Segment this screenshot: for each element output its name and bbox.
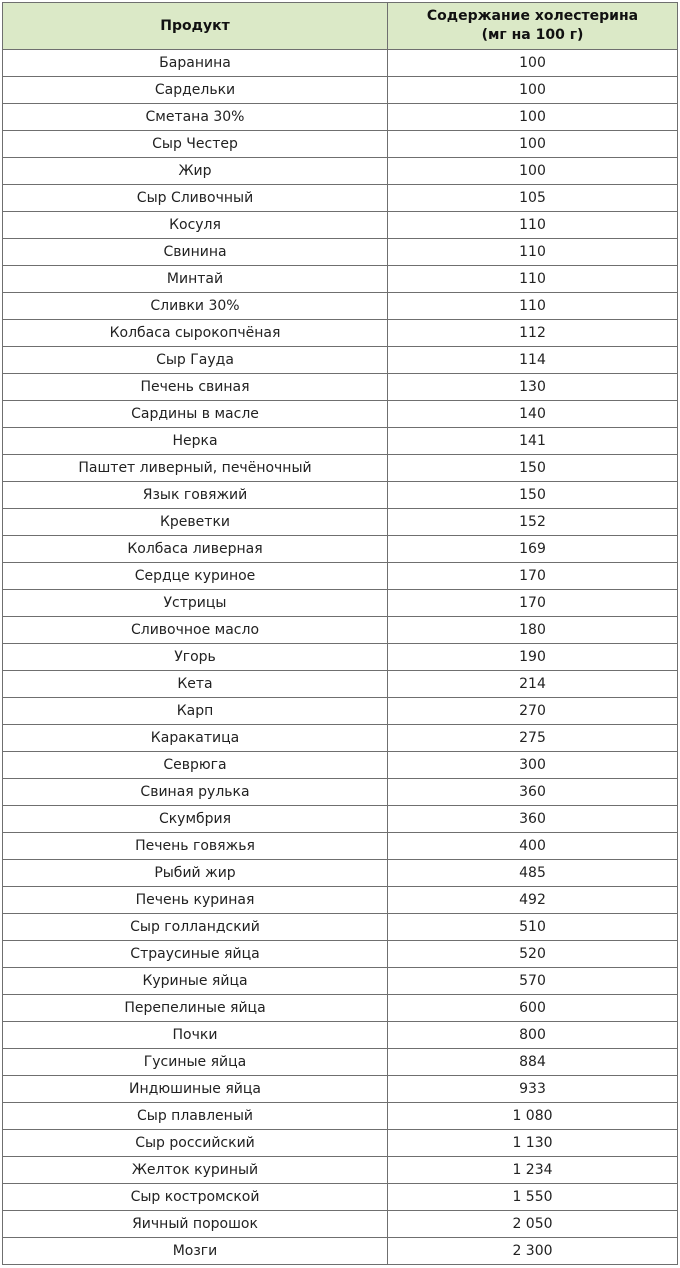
cholesterol-value-cell: 933 [388,1076,678,1103]
product-cell: Колбаса сырокопчёная [3,320,388,347]
table-row [3,185,678,212]
table-row [3,482,678,509]
cholesterol-value-cell: 1 130 [388,1130,678,1157]
cholesterol-value-cell: 105 [388,185,678,212]
table-row [3,806,678,833]
cholesterol-value-cell: 485 [388,860,678,887]
column-header-cholesterol [388,3,678,50]
product-cell: Печень куриная [3,887,388,914]
cholesterol-value-cell: 180 [388,617,678,644]
table-row [3,455,678,482]
product-cell: Печень свиная [3,374,388,401]
product-cell: Угорь [3,644,388,671]
cholesterol-value-cell: 800 [388,1022,678,1049]
column-header-cholesterol-title: Содержание холестерина [426,8,639,24]
cholesterol-value-cell: 1 080 [388,1103,678,1130]
product-cell: Индюшиные яйца [3,1076,388,1103]
product-cell: Сардины в масле [3,401,388,428]
table-row [3,347,678,374]
product-cell: Севрюга [3,752,388,779]
table-row [3,428,678,455]
product-cell: Сыр голландский [3,914,388,941]
product-cell: Гусиные яйца [3,1049,388,1076]
cholesterol-value-cell: 152 [388,509,678,536]
product-cell: Сыр костромской [3,1184,388,1211]
table-row [3,563,678,590]
table-row [3,941,678,968]
table-row [3,779,678,806]
cholesterol-value-cell: 170 [388,590,678,617]
cholesterol-value-cell: 884 [388,1049,678,1076]
product-cell: Нерка [3,428,388,455]
product-cell: Рыбий жир [3,860,388,887]
product-cell: Сметана 30% [3,104,388,131]
cholesterol-value-cell: 190 [388,644,678,671]
cholesterol-value-cell: 150 [388,455,678,482]
cholesterol-value-cell: 100 [388,104,678,131]
cholesterol-value-cell: 100 [388,131,678,158]
cholesterol-value-cell: 141 [388,428,678,455]
product-cell: Сливочное масло [3,617,388,644]
cholesterol-value-cell: 100 [388,50,678,77]
cholesterol-value-cell: 112 [388,320,678,347]
table-row [3,725,678,752]
cholesterol-table-container [2,2,677,1265]
cholesterol-value-cell: 170 [388,563,678,590]
cholesterol-value-cell: 150 [388,482,678,509]
product-cell: Устрицы [3,590,388,617]
table-row [3,914,678,941]
cholesterol-value-cell: 114 [388,347,678,374]
column-header-product: Продукт [3,3,388,50]
product-cell: Кета [3,671,388,698]
cholesterol-value-cell: 570 [388,968,678,995]
cholesterol-value-cell: 100 [388,77,678,104]
cholesterol-value-cell: 275 [388,725,678,752]
table-row [3,617,678,644]
product-cell: Перепелиные яйца [3,995,388,1022]
table-row [3,752,678,779]
cholesterol-value-cell: 360 [388,779,678,806]
table-row [3,644,678,671]
cholesterol-value-cell: 360 [388,806,678,833]
table-row [3,968,678,995]
table-row [3,671,678,698]
product-cell: Свинина [3,239,388,266]
cholesterol-value-cell: 300 [388,752,678,779]
table-row [3,239,678,266]
table-row [3,320,678,347]
product-cell: Скумбрия [3,806,388,833]
column-header-cholesterol-unit: (мг на 100 г) [481,27,584,43]
product-cell: Печень говяжья [3,833,388,860]
table-row [3,590,678,617]
cholesterol-table [2,2,678,1265]
product-cell: Баранина [3,50,388,77]
cholesterol-value-cell: 214 [388,671,678,698]
product-cell: Сердце куриное [3,563,388,590]
product-cell: Сыр Гауда [3,347,388,374]
product-cell: Косуля [3,212,388,239]
cholesterol-value-cell: 400 [388,833,678,860]
cholesterol-value-cell: 110 [388,266,678,293]
cholesterol-value-cell: 270 [388,698,678,725]
product-cell: Яичный порошок [3,1211,388,1238]
product-cell: Желток куриный [3,1157,388,1184]
table-row [3,50,678,77]
product-cell: Сыр российский [3,1130,388,1157]
table-row [3,1130,678,1157]
table-row [3,1022,678,1049]
table-row [3,212,678,239]
product-cell: Сыр Честер [3,131,388,158]
product-cell: Язык говяжий [3,482,388,509]
product-cell: Свиная рулька [3,779,388,806]
table-row [3,1157,678,1184]
table-row [3,131,678,158]
table-row [3,1211,678,1238]
product-cell: Жир [3,158,388,185]
table-header-row [3,3,678,50]
cholesterol-value-cell: 110 [388,293,678,320]
cholesterol-value-cell: 110 [388,239,678,266]
product-cell: Колбаса ливерная [3,536,388,563]
table-body [3,50,678,1265]
product-cell: Минтай [3,266,388,293]
table-row [3,698,678,725]
product-cell: Почки [3,1022,388,1049]
product-cell: Каракатица [3,725,388,752]
cholesterol-value-cell: 2 300 [388,1238,678,1265]
table-row [3,1184,678,1211]
cholesterol-value-cell: 100 [388,158,678,185]
cholesterol-value-cell: 492 [388,887,678,914]
product-cell: Креветки [3,509,388,536]
table-row [3,995,678,1022]
table-row [3,860,678,887]
table-row [3,266,678,293]
table-row [3,374,678,401]
cholesterol-value-cell: 520 [388,941,678,968]
table-row [3,401,678,428]
table-row [3,293,678,320]
table-row [3,536,678,563]
product-cell: Мозги [3,1238,388,1265]
cholesterol-value-cell: 140 [388,401,678,428]
table-row [3,887,678,914]
table-row [3,158,678,185]
table-row [3,77,678,104]
product-cell: Сыр плавленый [3,1103,388,1130]
table-row [3,509,678,536]
cholesterol-value-cell: 600 [388,995,678,1022]
cholesterol-value-cell: 1 550 [388,1184,678,1211]
table-row [3,1238,678,1265]
cholesterol-value-cell: 1 234 [388,1157,678,1184]
product-cell: Сливки 30% [3,293,388,320]
product-cell: Паштет ливерный, печёночный [3,455,388,482]
cholesterol-value-cell: 110 [388,212,678,239]
table-row [3,1049,678,1076]
product-cell: Сыр Сливочный [3,185,388,212]
cholesterol-value-cell: 130 [388,374,678,401]
cholesterol-value-cell: 2 050 [388,1211,678,1238]
product-cell: Карп [3,698,388,725]
table-row [3,833,678,860]
table-row [3,1076,678,1103]
cholesterol-value-cell: 510 [388,914,678,941]
table-row [3,1103,678,1130]
table-row [3,104,678,131]
product-cell: Страусиные яйца [3,941,388,968]
cholesterol-value-cell: 169 [388,536,678,563]
product-cell: Куриные яйца [3,968,388,995]
product-cell: Сардельки [3,77,388,104]
